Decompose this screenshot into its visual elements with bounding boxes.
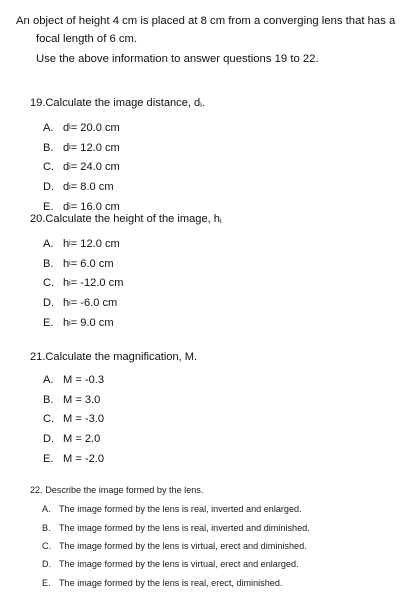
- option-text: M = -0.3: [63, 373, 105, 386]
- question-number: 22.: [30, 485, 43, 495]
- option-letter: E.: [43, 201, 54, 214]
- option-text: The image formed by the lens is real, inverted and diminished.: [59, 522, 310, 533]
- option-value: = 6.0 cm: [70, 257, 114, 270]
- option-value: = 8.0 cm: [70, 181, 114, 194]
- option-letter: A.: [43, 373, 54, 386]
- intro-paragraph: [16, 12, 406, 68]
- option-variable: d: [63, 161, 70, 174]
- option-variable: d: [63, 141, 70, 154]
- question-19: [30, 96, 205, 217]
- option-variable: h: [63, 237, 70, 250]
- option-value: = 12.0 cm: [70, 141, 120, 154]
- option-letter: E.: [43, 453, 54, 466]
- option-b[interactable]: [30, 390, 197, 410]
- option-letter: E.: [43, 317, 54, 330]
- option-a[interactable]: [30, 370, 197, 390]
- question-21: [30, 350, 197, 469]
- question-number: 20.: [30, 213, 46, 225]
- option-b[interactable]: [30, 138, 205, 158]
- options-list: [30, 118, 205, 217]
- option-value: = 20.0 cm: [70, 121, 120, 134]
- option-variable: h: [63, 257, 70, 270]
- option-letter: B.: [42, 522, 51, 533]
- option-value: = 9.0 cm: [70, 317, 114, 330]
- option-e[interactable]: [30, 449, 197, 469]
- option-letter: A.: [42, 504, 51, 515]
- subscript: i: [69, 240, 71, 248]
- subscript: i: [69, 203, 71, 211]
- intro-instruction: Use the above information to answer questions 19 to 22.: [36, 53, 319, 65]
- intro-line-1: An object of height 4 cm is placed at 8 cm from a converging lens that has a: [16, 15, 396, 27]
- intro-line-2: focal length of 6 cm.: [36, 33, 138, 45]
- option-d[interactable]: [30, 429, 197, 449]
- option-letter: A.: [43, 237, 54, 250]
- question-19-stem: [30, 96, 205, 113]
- subscript: i: [69, 279, 71, 287]
- question-text: Calculate the image distance, d: [45, 97, 201, 109]
- option-letter: C.: [43, 277, 55, 290]
- option-variable: d: [63, 201, 70, 214]
- option-text: M = 3.0: [63, 393, 101, 406]
- option-letter: C.: [42, 540, 52, 551]
- subscript: i: [69, 144, 71, 152]
- option-text: The image formed by the lens is virtual, erect and diminished.: [59, 540, 307, 551]
- question-text: Calculate the height of the image, h: [45, 213, 220, 225]
- option-value: = -6.0 cm: [70, 297, 118, 310]
- question-20-stem: [30, 212, 222, 229]
- option-value: = -12.0 cm: [70, 277, 124, 290]
- question-text-end: .: [201, 97, 205, 109]
- option-variable: h: [63, 277, 70, 290]
- option-letter: D.: [43, 433, 55, 446]
- option-letter: A.: [43, 121, 54, 134]
- options-list: [30, 500, 310, 592]
- question-text: Describe the image formed by the lens.: [45, 485, 204, 495]
- subscript: i: [69, 124, 71, 132]
- option-variable: h: [63, 297, 70, 310]
- subscript: i: [69, 260, 71, 268]
- option-letter: C.: [43, 161, 55, 174]
- question-22: [30, 484, 310, 592]
- question-number: 21.: [30, 351, 46, 363]
- option-value: = 24.0 cm: [70, 161, 120, 174]
- subscript: i: [219, 218, 222, 225]
- option-letter: B.: [43, 393, 54, 406]
- question-20: [30, 212, 222, 333]
- option-text: M = -2.0: [63, 453, 105, 466]
- option-text: The image formed by the lens is real, inverted and enlarged.: [59, 504, 302, 515]
- option-a[interactable]: [30, 500, 310, 518]
- subscript: i: [69, 319, 71, 327]
- subscript: i: [69, 183, 71, 191]
- option-c[interactable]: [30, 274, 222, 294]
- option-letter: B.: [43, 257, 54, 270]
- option-d[interactable]: [30, 555, 310, 573]
- option-d[interactable]: [30, 177, 205, 197]
- question-22-stem: [30, 484, 310, 496]
- option-letter: D.: [42, 559, 52, 570]
- option-a[interactable]: [30, 234, 222, 254]
- option-c[interactable]: [30, 410, 197, 430]
- options-list: [30, 234, 222, 333]
- option-letter: D.: [43, 297, 55, 310]
- option-variable: d: [63, 181, 70, 194]
- subscript: i: [69, 299, 71, 307]
- question-text: Calculate the magnification, M.: [45, 351, 198, 363]
- option-text: M = -3.0: [63, 413, 105, 426]
- option-text: The image formed by the lens is real, erect, diminished.: [59, 577, 283, 588]
- subscript: i: [69, 163, 71, 171]
- option-text: M = 2.0: [63, 433, 101, 446]
- option-text: The image formed by the lens is virtual, erect and enlarged.: [59, 559, 299, 570]
- subscript: i: [200, 102, 202, 109]
- option-letter: C.: [43, 413, 55, 426]
- option-b[interactable]: [30, 254, 222, 274]
- option-variable: h: [63, 317, 70, 330]
- options-list: [30, 370, 197, 469]
- option-variable: d: [63, 121, 70, 134]
- option-d[interactable]: [30, 293, 222, 313]
- option-value: = 16.0 cm: [70, 201, 120, 214]
- option-e[interactable]: [30, 574, 310, 592]
- option-letter: E.: [42, 577, 51, 588]
- option-e[interactable]: [30, 313, 222, 333]
- option-a[interactable]: [30, 118, 205, 138]
- question-21-stem: [30, 350, 197, 365]
- option-value: = 12.0 cm: [70, 237, 120, 250]
- option-letter: B.: [43, 141, 54, 154]
- option-b[interactable]: [30, 518, 310, 536]
- option-letter: D.: [43, 181, 55, 194]
- option-c[interactable]: [30, 537, 310, 555]
- question-number: 19.: [30, 97, 46, 109]
- option-c[interactable]: [30, 158, 205, 178]
